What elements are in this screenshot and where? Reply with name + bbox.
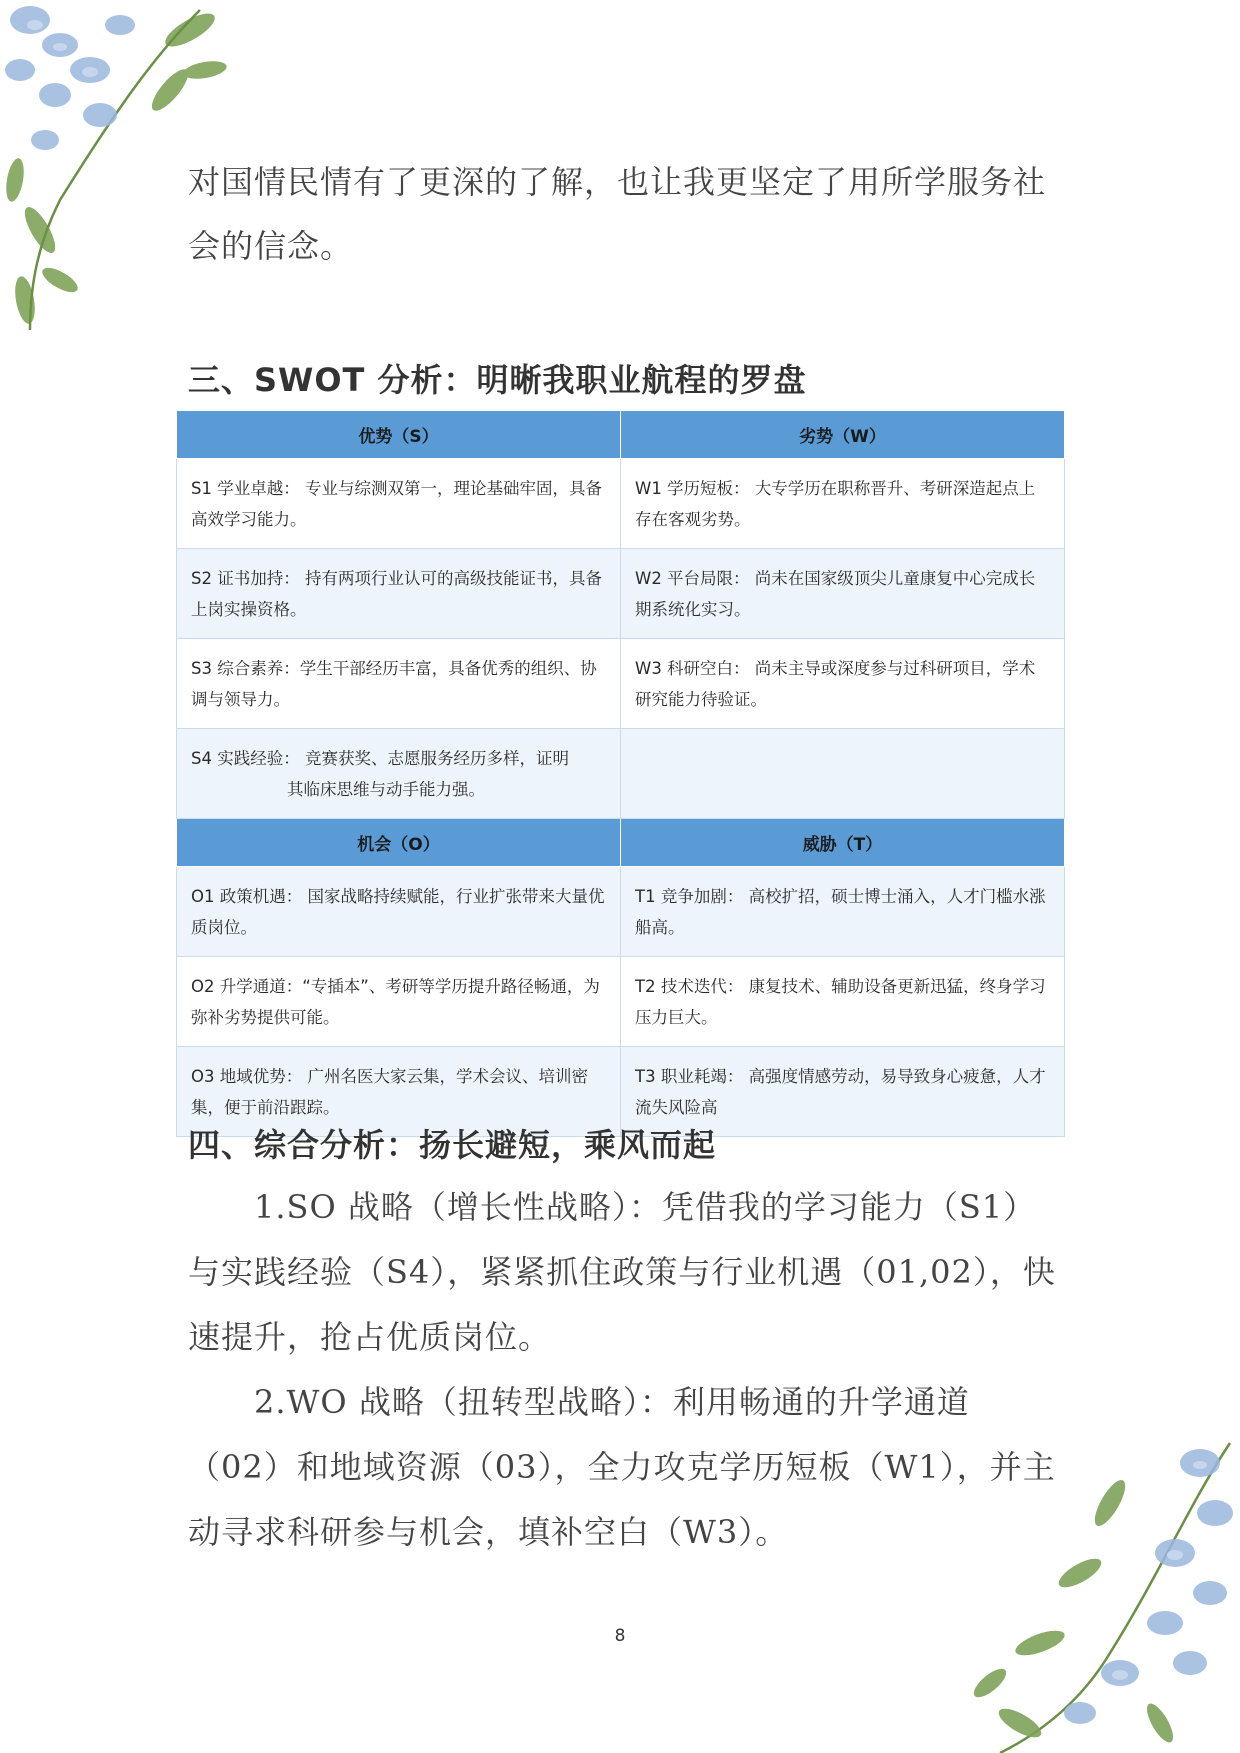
empty-cell [621, 729, 1065, 819]
strengths-header: 优势（S） [177, 411, 621, 459]
table-row [177, 957, 1065, 1047]
weakness-cell-w3: W3 科研空白： 尚未主导或深度参与过科研项目，学术研究能力待验证。 [621, 639, 1065, 729]
section-heading-swot: 三、SWOT 分析：明晰我职业航程的罗盘 [188, 361, 807, 399]
threat-cell-t2: T2 技术迭代： 康复技术、辅助设备更新迅猛，终身学习压力巨大。 [621, 957, 1065, 1047]
table-row [177, 639, 1065, 729]
intro-paragraph: 对国情民情有了更深的了解，也让我更坚定了用所学服务社会的信念。 [188, 163, 1047, 265]
page-number: 8 [614, 1626, 626, 1646]
table-row [177, 459, 1065, 549]
so-strategy-paragraph: 1.SO 战略（增长性战略）：凭借我的学习能力（S1）与实践经验（S4），紧紧抓住政策与行业机遇（01,02），快速提升，抢占优质岗位。 [188, 1188, 1056, 1356]
opportunities-header: 机会（O） [177, 819, 621, 867]
s4-continuation: 其临床思维与动手能力强。 [287, 779, 485, 799]
strength-cell-s1: S1 学业卓越： 专业与综测双第一，理论基础牢固，具备高效学习能力。 [177, 459, 621, 549]
opportunity-cell-o2: O2 升学通道：“专插本”、考研等学历提升路径畅通，为弥补劣势提供可能。 [177, 957, 621, 1047]
strength-cell-s2: S2 证书加持： 持有两项行业认可的高级技能证书，具备上岗实操资格。 [177, 549, 621, 639]
wo-strategy-paragraph: 2.WO 战略（扭转型战略）：利用畅通的升学通道（02）和地域资源（03），全力攻克学历短板（W1），并主动寻求科研参与机会，填补空白（W3）。 [188, 1383, 1056, 1551]
table-row [177, 867, 1065, 957]
weakness-cell-w1: W1 学历短板： 大专学历在职称晋升、考研深造起点上存在客观劣势。 [621, 459, 1065, 549]
strength-cell-s4 [177, 729, 621, 819]
opportunity-cell-o1: O1 政策机遇： 国家战略持续赋能，行业扩张带来大量优质岗位。 [177, 867, 621, 957]
s4-text: S4 实践经验： 竞赛获奖、志愿服务经历多样，证明 [191, 748, 569, 768]
strength-cell-s3: S3 综合素养：学生干部经历丰富，具备优秀的组织、协调与领导力。 [177, 639, 621, 729]
weakness-cell-w2: W2 平台局限： 尚未在国家级顶尖儿童康复中心完成长期系统化实习。 [621, 549, 1065, 639]
table-row [177, 729, 1065, 819]
threats-header: 威胁（T） [621, 819, 1065, 867]
threat-cell-t1: T1 竞争加剧： 高校扩招，硕士博士涌入，人才门槛水涨船高。 [621, 867, 1065, 957]
table-row [177, 549, 1065, 639]
swot-table [176, 410, 1065, 1137]
threat-cell-t3: T3 职业耗竭： 高强度情感劳动，易导致身心疲惫，人才流失风险高 [621, 1047, 1065, 1137]
weaknesses-header: 劣势（W） [621, 411, 1065, 459]
section-heading-analysis: 四、综合分析：扬长避短，乘风而起 [188, 1126, 717, 1164]
opportunity-cell-o3: O3 地域优势： 广州名医大家云集，学术会议、培训密集，便于前沿跟踪。 [177, 1047, 621, 1137]
